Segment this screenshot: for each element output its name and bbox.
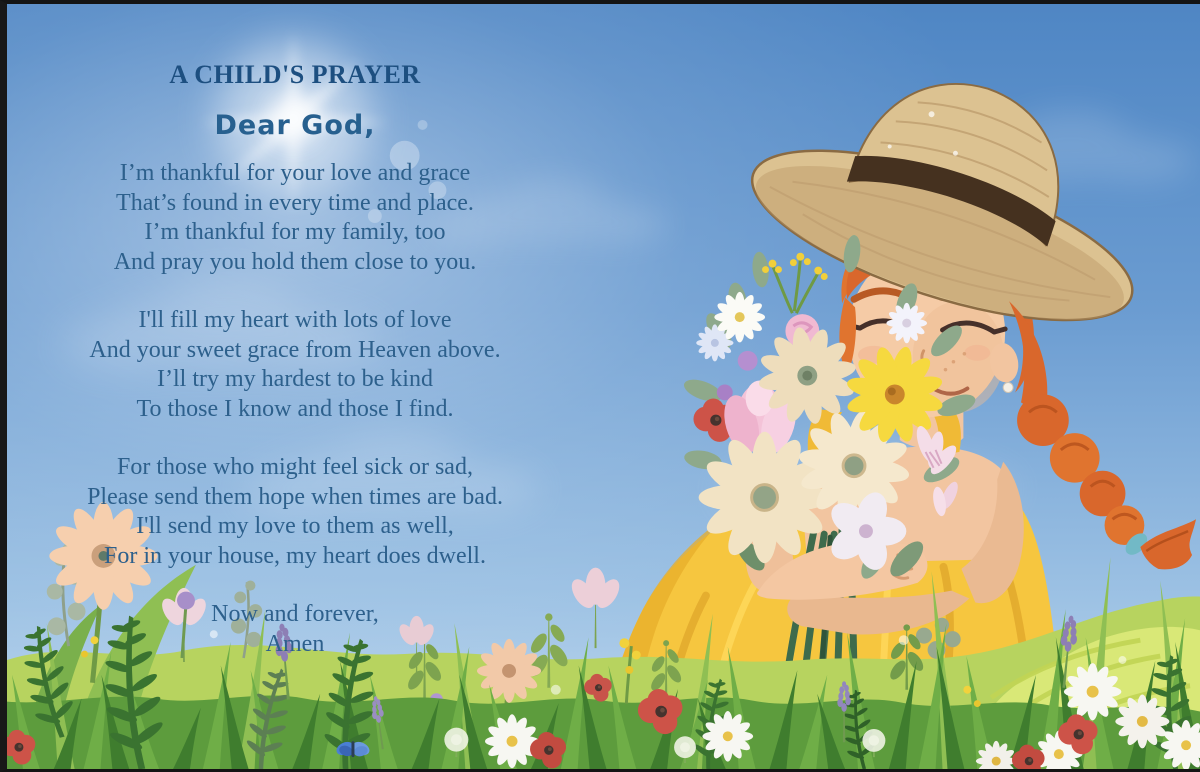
poem-line: That’s found in every time and place. [116, 189, 474, 216]
closing-line: Amen [265, 630, 325, 657]
closing-line: Now and forever, [211, 601, 379, 627]
poem-line: To those I know and those I find. [136, 395, 454, 422]
poem-line: For those who might feel sick or sad, [117, 454, 473, 480]
stanza-1 [34, 159, 556, 277]
poem-line: And your sweet grace from Heaven above. [89, 336, 501, 363]
closing [34, 600, 556, 659]
poem-line: I'll fill my heart with lots of love [138, 307, 452, 333]
stanza-2 [34, 306, 556, 424]
stanza-3 [34, 453, 556, 571]
poem-line: Please send them hope when times are bad. [87, 483, 503, 510]
page-title: A CHILD'S PRAYER [169, 60, 421, 89]
poem-line: I’ll try my hardest to be kind [157, 366, 433, 392]
poem-line: I’m thankful for my family, too [144, 219, 446, 245]
pearl-earring [1003, 383, 1013, 393]
salutation: Dear God, [214, 110, 376, 141]
purple-pompom [738, 351, 758, 371]
poem-line: I'll send my love to them as well, [136, 513, 454, 539]
poem-line: For in your house, my heart does dwell. [104, 542, 486, 569]
poem-line: And pray you hold them close to you. [113, 248, 477, 275]
prayer-text-block [34, 60, 556, 659]
poem-line: I’m thankful for your love and grace [119, 160, 471, 186]
